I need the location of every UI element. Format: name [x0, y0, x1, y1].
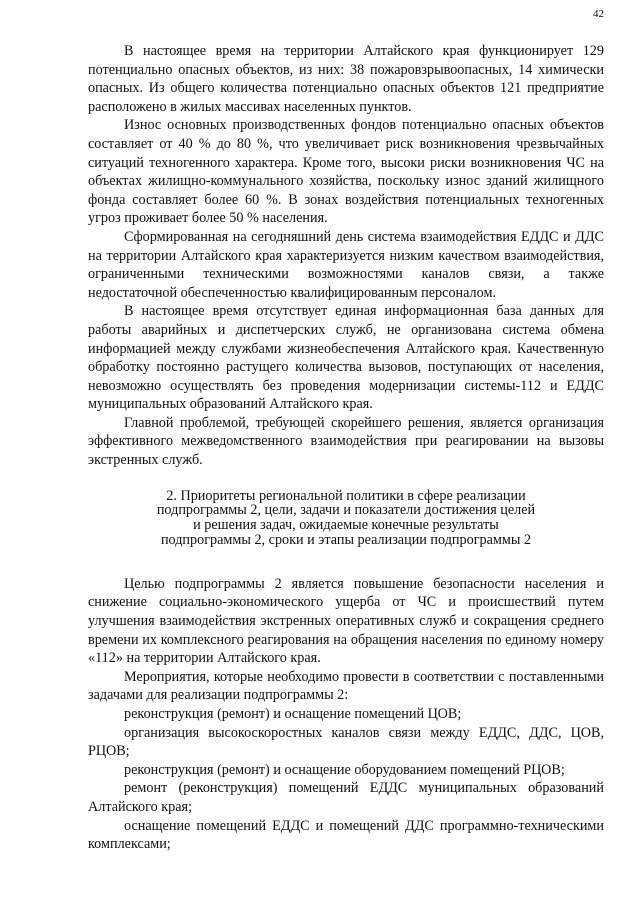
paragraph: В настоящее время отсутствует единая информационная база данных для работы аварийных и диспетчерских служб, не организована система обмена информацией между службами жизнеобеспечения Алтайского края. Качественную обработку постоянно растущего количества вызовов, поступающих от населения, невозможно осуществлять без проведения модернизации системы-112 и ЕДДС муниципальных образований Алтайского края.	[88, 303, 604, 413]
paragraph: Целью подпрограммы 2 является повышение безопасности населения и снижение социально-экономического ущерба от ЧС и происшествий путем улучшения взаимодействия экстренных оперативных служб и сокращения среднего времени их комплексного реагирования на обращения населения по единому номеру «112» на территории Алтайского края.	[88, 575, 604, 667]
paragraph: Мероприятия, которые необходимо провести в соответствии с поставленными задачами для реализации подпрограммы 2:	[88, 668, 604, 704]
section-heading	[88, 489, 604, 548]
page-number: 42	[593, 8, 604, 20]
list-item: ремонт (реконструкция) помещений ЕДДС муниципальных образований Алтайского края;	[88, 780, 604, 815]
heading-line: подпрограммы 2, цели, задачи и показатели достижения целей	[156, 502, 536, 519]
document-body	[88, 42, 604, 854]
list-item: организация высокоскоростных каналов связи между ЕДДС, ДДС, ЦОВ, РЦОВ;	[88, 724, 604, 760]
heading-line: подпрограммы 2, сроки и этапы реализации подпрограммы 2	[160, 532, 532, 549]
paragraph: Главной проблемой, требующей скорейшего решения, является организация эффективного межведомственного взаимодействия при реагировании на вызовы экстренных служб.	[88, 414, 604, 469]
heading-line: 2. Приоритеты региональной политики в сфере реализации	[166, 487, 526, 504]
paragraph: В настоящее время на территории Алтайского края функционирует 129 потенциально опасных объектов, из них: 38 пожаровзрывоопасных, 14 химически опасных. Из общего количества потенциально опасных объектов 121 предприятие расположено в жилых массивах населенных пунктов.	[88, 43, 604, 115]
heading-line: и решения задач, ожидаемые конечные результаты	[193, 517, 499, 534]
list-item: оснащение помещений ЕДДС и помещений ДДС программно-техническими комплексами;	[88, 817, 604, 853]
paragraph: Износ основных производственных фондов потенциально опасных объектов составляет от 40 % до 80 %, что увеличивает риск возникновения чрезвычайных ситуаций техногенного характера. Кроме того, высоки риски возникновения ЧС на объектах жилищно-коммунального хозяйства, поскольку износ зданий жилищного фонда составляет более 60 %. В зонах воздействия потенциальных техногенных угроз проживает более 50 % населения.	[88, 117, 604, 227]
list-item: реконструкция (ремонт) и оснащение оборудованием помещений РЦОВ;	[124, 761, 565, 778]
paragraph: Сформированная на сегодняшний день система взаимодействия ЕДДС и ДДС на территории Алтайского края характеризуется низким качеством взаимодействия, ограниченными техническими возможностями каналов связи, а также недостаточной обеспеченностью квалифицированным персоналом.	[88, 228, 604, 301]
list-item: реконструкция (ремонт) и оснащение помещений ЦОВ;	[124, 706, 462, 722]
